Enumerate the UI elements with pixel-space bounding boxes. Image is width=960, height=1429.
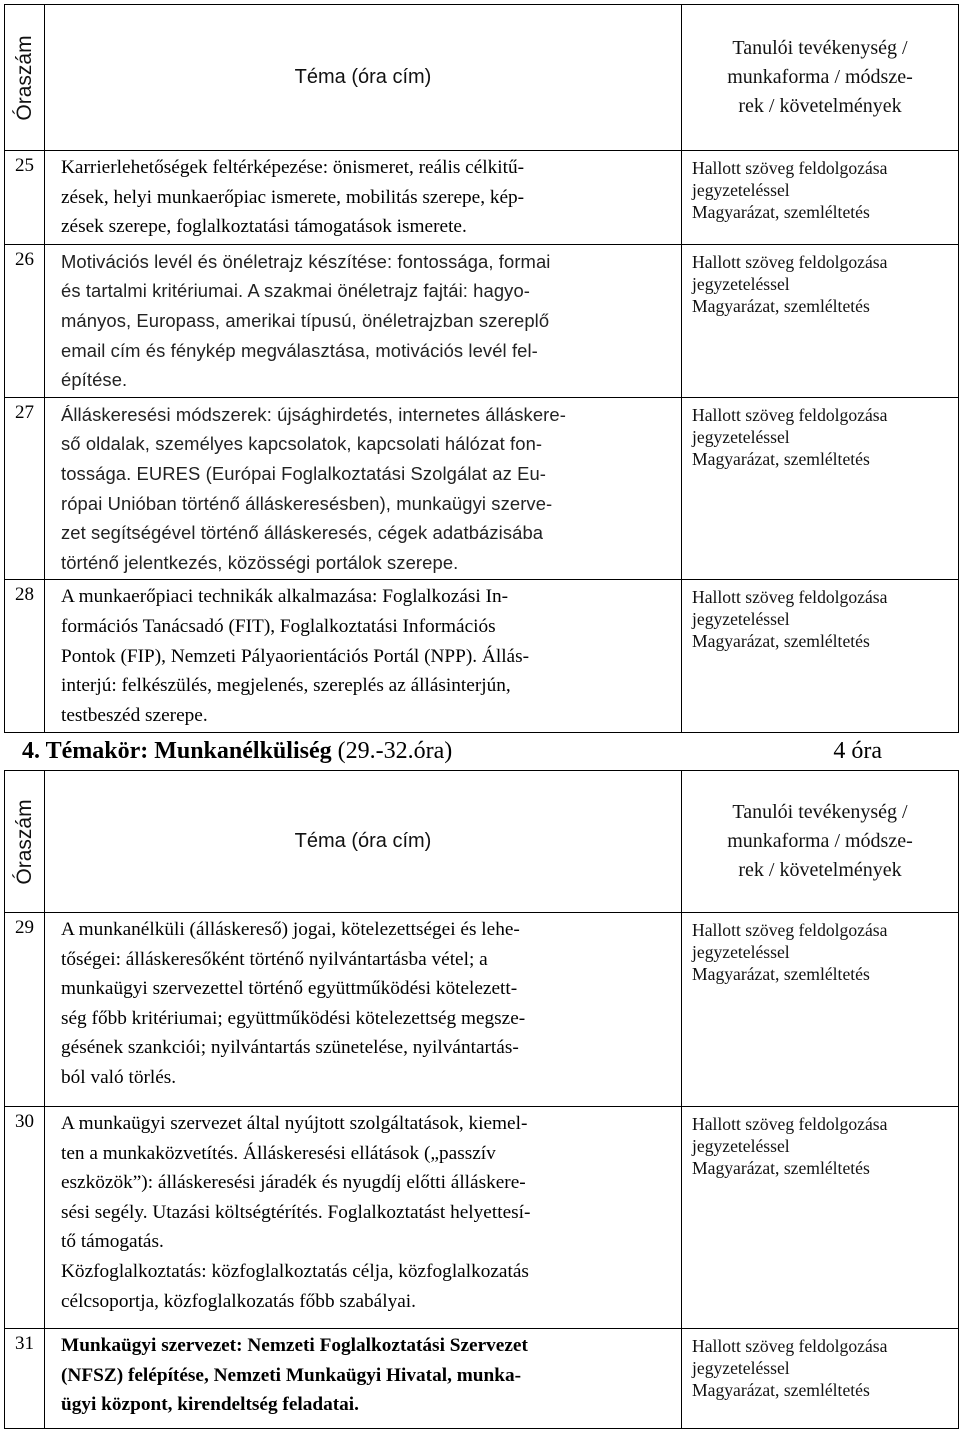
header-topic-label: Téma (óra cím) (45, 5, 682, 151)
activity-line: Hallott szöveg feldolgozása (692, 920, 888, 940)
topic-line: ügyi központ, kirendeltség feladatai. (61, 1394, 359, 1416)
topic-line: ten a munkaközvetítés. Álláskeresési ellátások („passzív (61, 1142, 496, 1164)
topic-line: mányos, Europass, amerikai típusú, önéletrajzban szereplő (61, 309, 550, 331)
topic-line: zet segítségével történő álláskeresés, cégek adatbázisába (61, 522, 544, 544)
row-activity (682, 913, 959, 1107)
topic-line: rópai Unióban történő álláskeresésben), munkaügyi szerve- (61, 492, 553, 514)
table-row (5, 244, 959, 397)
row-topic (45, 580, 682, 733)
table-header-row (5, 771, 959, 913)
row-hour-number: 25 (5, 151, 45, 245)
row-topic (45, 397, 682, 580)
activity-line: Magyarázat, szemléltetés (692, 1158, 870, 1178)
topic-line: testbeszéd szerepe. (61, 704, 208, 726)
topic-line: Álláskeresési módszerek: újsághirdetés, internetes álláskere- (61, 403, 566, 425)
table-row (5, 1107, 959, 1329)
row-activity (682, 151, 959, 245)
row-topic (45, 913, 682, 1107)
row-hour-number: 27 (5, 397, 45, 580)
row-activity (682, 397, 959, 580)
topic-line: és tartalmi kritériumai. A szakmai önéletrajz fajtái: hagyo- (61, 280, 531, 302)
row-topic (45, 1329, 682, 1429)
activity-line: Magyarázat, szemléltetés (692, 1380, 870, 1400)
activity-line: jegyzeteléssel (692, 942, 790, 962)
row-topic (45, 151, 682, 245)
header-activity-label: Tanulói tevékenység / munkaforma / módsze- rek / követelmények (682, 5, 959, 151)
topic-line: ső oldalak, személyes kapcsolatok, kapcsolati hálózat fon- (61, 433, 543, 455)
activity-line: jegyzeteléssel (692, 1358, 790, 1378)
header-hours-cell (5, 5, 45, 151)
activity-line: Hallott szöveg feldolgozása (692, 1114, 888, 1134)
topic-line: A munkaügyi szervezet által nyújtott szolgáltatások, kiemel- (61, 1113, 528, 1134)
section-title: 4. Témakör: Munkanélküliség (22, 738, 332, 764)
table-header-row (5, 5, 959, 151)
topic-line: Pontok (FIP), Nemzeti Pályaorientációs Portál (NPP). Állás- (61, 645, 530, 667)
topic-line: Közfoglalkoztatás: közfoglalkoztatás célja, közfoglalkozatás (61, 1260, 529, 1282)
topic-line: zések, helyi munkaerőpiac ismerete, mobilitás szerepe, kép- (61, 186, 525, 208)
topic-line: sési segély. Utazási költségtérítés. Foglalkoztatást helyettesí- (61, 1201, 531, 1223)
topic-line: tő támogatás. (61, 1231, 164, 1253)
activity-line: Hallott szöveg feldolgozása (692, 1336, 888, 1356)
header-activity-label: Tanulói tevékenység / munkaforma / módsze- rek / követelmények (682, 771, 959, 913)
table-row (5, 397, 959, 580)
topic-line: A munkanélküli (álláskereső) jogai, kötelezettségei és lehe- (61, 919, 520, 940)
row-hour-number: 31 (5, 1329, 45, 1429)
topic-line: (NFSZ) felépítése, Nemzeti Munkaügyi Hivatal, munka- (61, 1364, 522, 1386)
activity-line: Hallott szöveg feldolgozása (692, 587, 888, 608)
section-heading (22, 738, 882, 765)
topic-line: ség főbb kritériumai; együttműködési kötelezettség megsze- (61, 1007, 526, 1029)
row-activity (682, 244, 959, 397)
schedule-table-1 (4, 4, 959, 733)
topic-line: tossága. EURES (Európai Foglalkoztatási Szolgálat az Eu- (61, 462, 547, 484)
activity-line: jegyzeteléssel (692, 273, 790, 294)
topic-line: A munkaerőpiaci technikák alkalmazása: Foglalkozási In- (61, 586, 509, 608)
topic-line: történő jelentkezés, közösségi portálok szerepe. (61, 551, 459, 573)
activity-line: jegyzeteléssel (692, 426, 790, 447)
row-activity (682, 1107, 959, 1329)
row-hour-number: 30 (5, 1107, 45, 1329)
activity-line: Hallott szöveg feldolgozása (692, 158, 888, 178)
header-topic-label: Téma (óra cím) (45, 771, 682, 913)
activity-line: Magyarázat, szemléltetés (692, 202, 870, 222)
topic-line: Motivációs levél és önéletrajz készítése: fontossága, formai (61, 250, 551, 272)
activity-line: jegyzeteléssel (692, 180, 790, 200)
row-topic (45, 244, 682, 397)
activity-line: jegyzeteléssel (692, 1136, 790, 1156)
header-hours-label: Óraszám (12, 34, 36, 121)
header-hours-cell (5, 771, 45, 913)
topic-line: eszközök”): álláskeresési járadék és nyugdíj előtti álláskere- (61, 1172, 526, 1194)
activity-line: Magyarázat, szemléltetés (692, 295, 870, 316)
row-hour-number: 26 (5, 244, 45, 397)
activity-line: Hallott szöveg feldolgozása (692, 404, 888, 425)
row-topic (45, 1107, 682, 1329)
topic-line: gésének szankciói; nyilvántartás szünetelése, nyilvántartás- (61, 1037, 519, 1059)
table-row (5, 151, 959, 245)
schedule-table-2 (4, 770, 959, 1429)
topic-line: ból való törlés. (61, 1066, 177, 1088)
section-hours: 4 óra (833, 738, 882, 764)
topic-line: zések szerepe, foglalkoztatási támogatások ismerete. (61, 216, 467, 238)
topic-line: építése. (61, 369, 128, 391)
activity-line: jegyzeteléssel (692, 609, 790, 630)
row-activity (682, 580, 959, 733)
table-row (5, 580, 959, 733)
row-hour-number: 29 (5, 913, 45, 1107)
topic-line: tőségei: álláskeresőként történő nyilvántartásba vétel; a (61, 948, 488, 970)
topic-line: interjú: felkészülés, megjelenés, szereplés az állásinterjún, (61, 675, 511, 697)
topic-line: Karrierlehetőségek feltérképezése: önismeret, reális célkitű- (61, 157, 525, 178)
row-hour-number: 28 (5, 580, 45, 733)
activity-line: Hallott szöveg feldolgozása (692, 251, 888, 272)
topic-line: formációs Tanácsadó (FIT), Foglalkoztatási Információs (61, 615, 496, 637)
topic-line: Munkaügyi szervezet: Nemzeti Foglalkoztatási Szervezet (61, 1335, 528, 1356)
table-row (5, 913, 959, 1107)
topic-line: munkaügyi szervezettel történő együttműködési kötelezett- (61, 978, 518, 1000)
row-activity (682, 1329, 959, 1429)
table-row (5, 1329, 959, 1429)
topic-line: email cím és fénykép megválasztása, motivációs levél fel- (61, 339, 538, 361)
activity-line: Magyarázat, szemléltetés (692, 964, 870, 984)
section-range: (29.-32.óra) (331, 738, 453, 764)
activity-line: Magyarázat, szemléltetés (692, 448, 870, 469)
header-hours-label: Óraszám (12, 798, 36, 885)
activity-line: Magyarázat, szemléltetés (692, 631, 870, 652)
topic-line: célcsoportja, közfoglalkozatás főbb szabályai. (61, 1290, 416, 1312)
